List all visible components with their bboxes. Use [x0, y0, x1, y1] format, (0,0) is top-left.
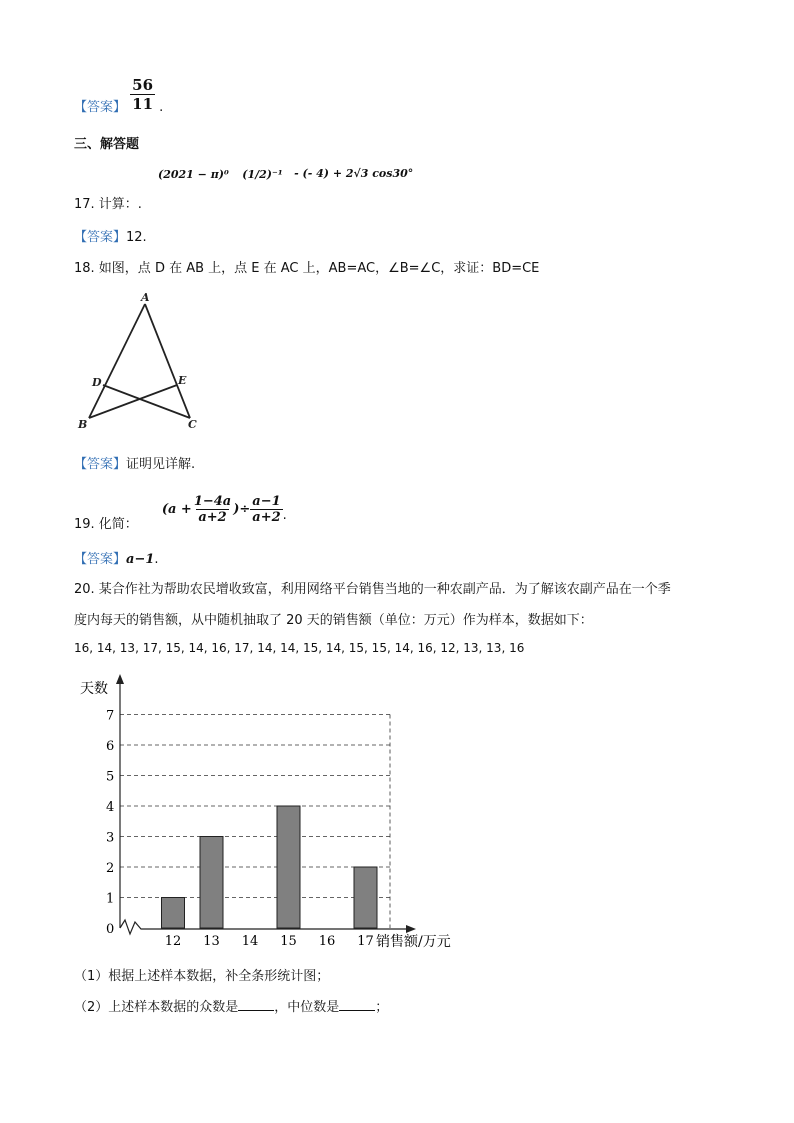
x-tick-label: 15	[280, 934, 297, 949]
label-c: C	[188, 418, 197, 431]
y-tick-label: 2	[106, 861, 115, 876]
q17-prompt: 17. 计算：.	[74, 197, 142, 212]
bar-chart	[70, 672, 470, 957]
y-axis-arrow	[116, 674, 124, 684]
label-a: A	[141, 291, 150, 304]
y-tick-label: 6	[106, 739, 115, 754]
answer-16: 【答案】 $\frac{56}{11}$ .	[74, 76, 164, 115]
y-tick-label: 5	[106, 769, 115, 785]
q20-data: 16, 14, 13, 17, 15, 14, 16, 17, 14, 14, 15, 14, 15, 15, 14, 16, 12, 13, 13, 16	[74, 641, 525, 655]
fraction-1: $\frac{1-4a}{a+2}$	[193, 494, 232, 525]
q18-prompt: 18. 如图，点 D 在 AB 上，点 E 在 AC 上，AB=AC，∠B=∠C，求证：BD=CE	[74, 261, 540, 276]
label-e: E	[178, 374, 187, 387]
q20-line2: 度内每天的销售额，从中随机抽取了 20 天的销售额（单位：万元）作为样本，数据如下：	[74, 613, 593, 628]
triangle-figure	[72, 288, 202, 433]
answer-19: 【答案】a−1.	[74, 552, 159, 567]
q19-line: 19. 化简： (a + $\frac{1-4a}{a+2}$ )÷ $\frac{a-1}{a+2}$ .	[74, 494, 287, 532]
bar-17	[354, 867, 377, 928]
y-tick-label: 4	[106, 800, 115, 815]
y-tick-label: 1	[106, 891, 115, 907]
x-tick-label: 16	[318, 934, 336, 949]
x-axis-arrow	[406, 925, 416, 933]
y-ticks	[106, 709, 114, 938]
edge-ac	[145, 304, 190, 418]
q20-sub2: （2）上述样本数据的众数是 ，中位数是 ；	[74, 1000, 389, 1015]
q20-sub1: （1）根据上述样本数据，补全条形统计图；	[74, 969, 330, 984]
x-tick-label: 14	[241, 934, 259, 949]
label-b: B	[78, 418, 88, 431]
bar-13	[200, 837, 223, 929]
fraction-56-11: $\frac{56}{11}$	[132, 76, 154, 113]
x-tick-label: 17	[357, 934, 374, 949]
x-axis-label: 销售额/万元	[376, 934, 451, 950]
y-tick-label: 7	[106, 708, 115, 724]
answer-blank-mode[interactable]	[238, 998, 274, 1011]
y-tick-label: 3	[106, 830, 115, 846]
answer-blank-median[interactable]	[339, 998, 375, 1011]
q17-formula: (2021 − π)⁰ (1/2)⁻¹ - (- 4) + 2√3 cos30°	[158, 167, 414, 181]
label-d: D	[92, 376, 102, 389]
x-ticks	[165, 934, 374, 949]
bar-15	[277, 806, 300, 928]
x-tick-label: 13	[203, 934, 220, 949]
y-axis-label: 天数	[80, 681, 108, 697]
segment-dc	[103, 385, 190, 418]
answer-18: 【答案】证明见详解.	[74, 457, 196, 472]
answer-tag: 【答案】	[74, 100, 127, 115]
fraction-2: $\frac{a-1}{a+2}$	[252, 494, 281, 525]
section-title: 三、解答题	[74, 137, 140, 152]
y-tick-label: 0	[106, 922, 115, 937]
x-tick-label: 12	[164, 934, 182, 949]
q20-line1: 20. 某合作社为帮助农民增收致富，利用网络平台销售当地的一种农副产品．为了解该农副产品在一个季	[74, 582, 671, 597]
bar-12	[162, 898, 185, 929]
answer-17: 【答案】12.	[74, 230, 147, 245]
grid-lines	[120, 715, 390, 929]
